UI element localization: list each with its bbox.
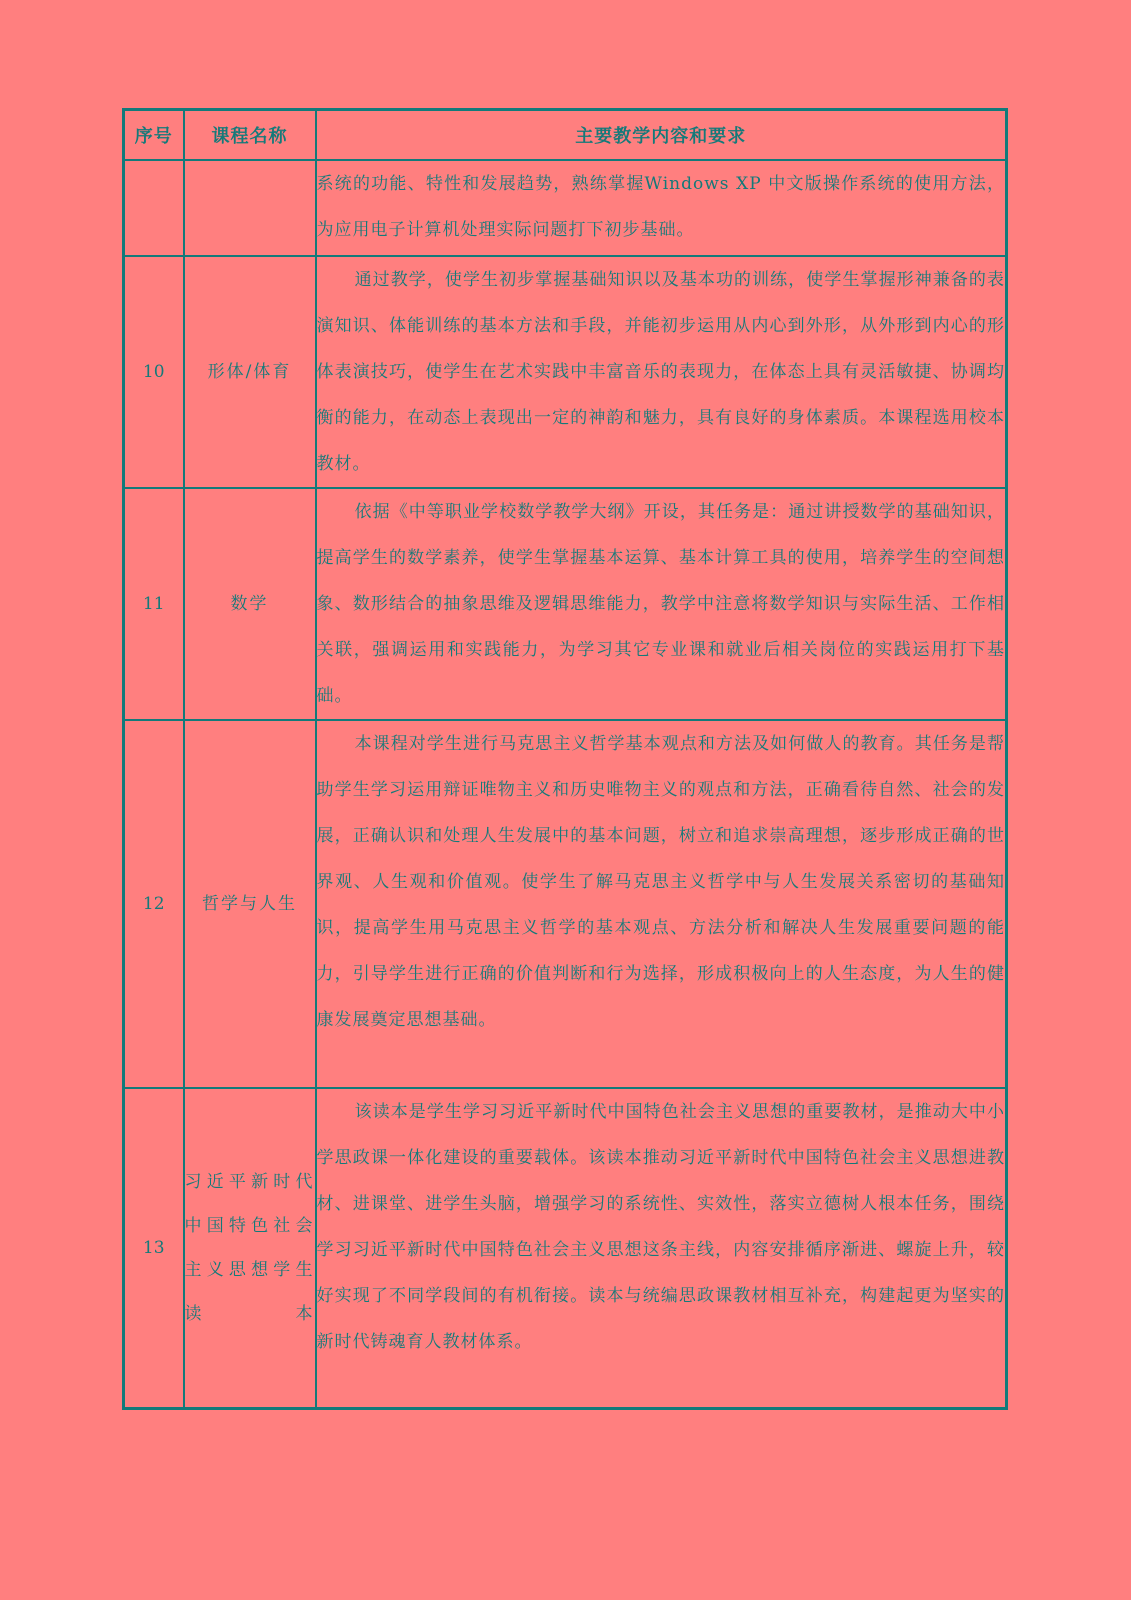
row-course-description (316, 1088, 1007, 1409)
header-row (124, 110, 1007, 161)
row-course-description-text: 通过教学，使学生初步掌握基础知识以及基本功的训练，使学生掌握形神兼备的表演知识、体能训练的基本方法和手段，并能初步运用从内心到外形，从外形到内心的形体表演技巧，使学生在艺术实践中丰富音乐的表现力，在体态上具有灵活敏捷、协调均衡的能力，在动态上表现出一定的神韵和魅力，具有良好的身体素质。本课程选用校本教材。 (316, 270, 1005, 474)
row-course-description (316, 488, 1007, 720)
table-row (124, 1088, 1007, 1409)
row-serial-number: 10 (124, 256, 184, 488)
table-row (124, 720, 1007, 1088)
header-teaching-content: 主要教学内容和要求 (316, 110, 1007, 161)
row-course-name: 数学 (184, 488, 316, 720)
row-course-description (316, 256, 1007, 488)
row-serial-number: 13 (124, 1088, 184, 1409)
row-serial-number (124, 160, 184, 256)
row-course-name: 哲学与人生 (184, 720, 316, 1088)
header-course-name: 课程名称 (184, 110, 316, 161)
row-course-name: 习近平新时代中国特色社会主义思想学生读本 (184, 1088, 316, 1409)
row-course-description-text: 该读本是学生学习习近平新时代中国特色社会主义思想的重要教材，是推动大中小学思政课一体化建设的重要载体。该读本推动习近平新时代中国特色社会主义思想进教材、进课堂、进学生头脑，增强学习的系统性、实效性，落实立德树人根本任务，围绕学习习近平新时代中国特色社会主义思想这条主线，内容安排循序渐进、螺旋上升，较好实现了不同学段间的有机衔接。读本与统编思政课教材相互补充，构建起更为坚实的新时代铸魂育人教材体系。 (316, 1102, 1005, 1352)
row-course-name (184, 160, 316, 256)
row-course-description: 系统的功能、特性和发展趋势，熟练掌握Windows XP 中文版操作系统的使用方法，为应用电子计算机处理实际问题打下初步基础。 (316, 160, 1007, 256)
row-serial-number: 12 (124, 720, 184, 1088)
row-course-description-text: 依据《中等职业学校数学教学大纲》开设，其任务是：通过讲授数学的基础知识，提高学生的数学素养，使学生掌握基本运算、基本计算工具的使用，培养学生的空间想象、数形结合的抽象思维及逻辑思维能力，教学中注意将数学知识与实际生活、工作相关联，强调运用和实践能力，为学习其它专业课和就业后相关岗位的实践运用打下基础。 (316, 502, 1005, 706)
course-table (122, 108, 1008, 1410)
table-row (124, 160, 1007, 256)
row-course-description-text: 本课程对学生进行马克思主义哲学基本观点和方法及如何做人的教育。其任务是帮助学生学习运用辩证唯物主义和历史唯物主义的观点和方法，正确看待自然、社会的发展，正确认识和处理人生发展中的基本问题，树立和追求崇高理想，逐步形成正确的世界观、人生观和价值观。使学生了解马克思主义哲学中与人生发展关系密切的基础知识，提高学生用马克思主义哲学的基本观点、方法分析和解决人生发展重要问题的能力，引导学生进行正确的价值判断和行为选择，形成积极向上的人生态度，为人生的健康发展奠定思想基础。 (316, 734, 1005, 1030)
table-row (124, 488, 1007, 720)
row-course-description (316, 720, 1007, 1088)
row-serial-number: 11 (124, 488, 184, 720)
table-row (124, 256, 1007, 488)
row-course-name: 形体/体育 (184, 256, 316, 488)
header-serial-number: 序号 (124, 110, 184, 161)
